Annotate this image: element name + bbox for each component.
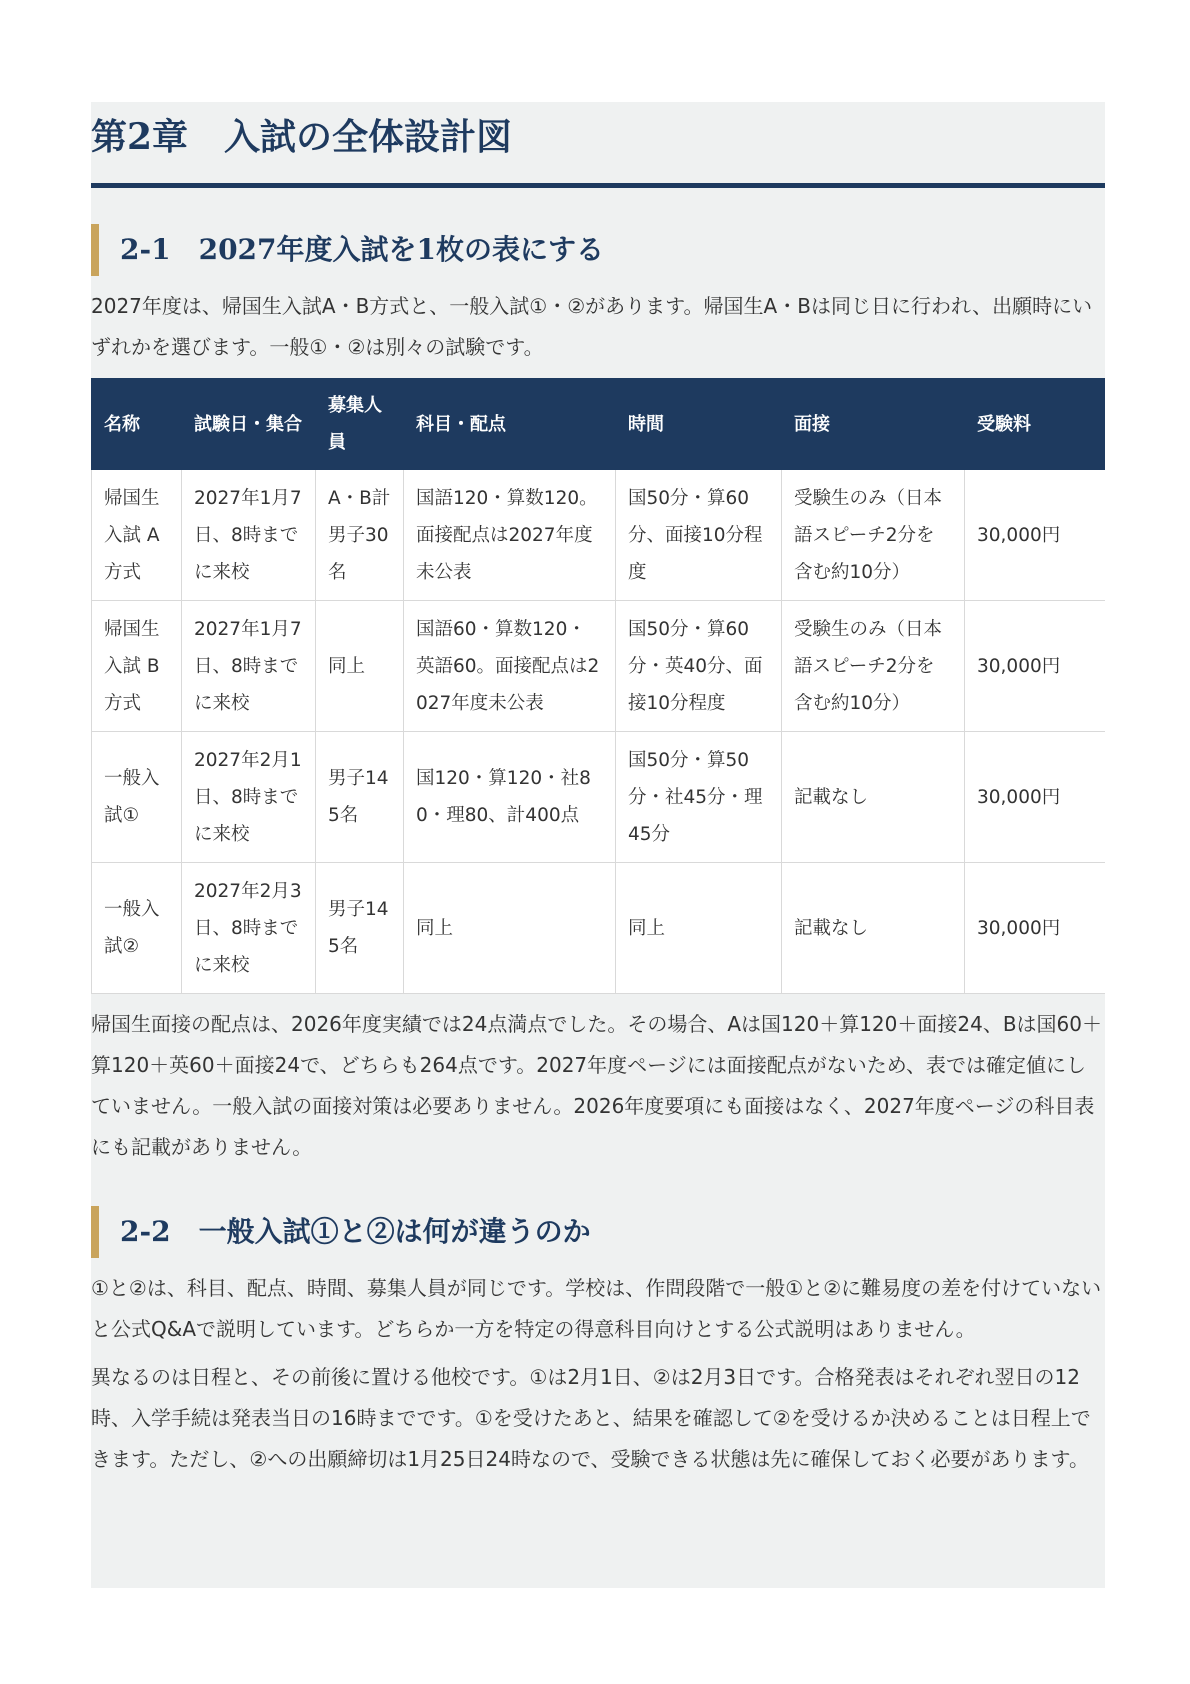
cell-time: 国50分・算50分・社45分・理45分: [616, 732, 782, 863]
section-2-2-paragraph-1: ①と②は、科目、配点、時間、募集人員が同じです。学校は、作問段階で一般①と②に難易度の差を付けていないと公式Q&Aで説明しています。どちらか一方を特定の得意科目向けとする公式説明はありません。: [91, 1276, 1102, 1341]
cell-subjects: 同上: [404, 863, 616, 994]
section-2-2-paragraph-2: 異なるのは日程と、その前後に置ける他校です。①は2月1日、②は2月3日です。合格発表はそれぞれ翌日の12時、入学手続は発表当日の16時までです。①を受けたあと、結果を確認して②を受けるか決めることは日程上できます。ただし、②への出願締切は1月25日24時なので、受験できる状態は先に確保しておく必要があります。: [91, 1365, 1091, 1471]
cell-subjects: 国120・算120・社80・理80、計400点: [404, 732, 616, 863]
table-row: [92, 601, 1106, 732]
cell-subjects: 国語60・算数120・英語60。面接配点は2027年度未公表: [404, 601, 616, 732]
table-header-row: [92, 379, 1106, 470]
cell-capacity: A・B計男子30名: [316, 470, 404, 601]
cell-fee: 30,000円: [965, 601, 1106, 732]
cell-date: 2027年2月1日、8時までに来校: [182, 732, 316, 863]
cell-name: 帰国生入試 A 方式: [92, 470, 182, 601]
cell-capacity: 同上: [316, 601, 404, 732]
table-row: [92, 470, 1106, 601]
cell-capacity: 男子145名: [316, 863, 404, 994]
cell-interview: 受験生のみ（日本語スピーチ2分を含む約10分）: [782, 601, 965, 732]
table-row: [92, 732, 1106, 863]
section-2-1-note: 帰国生面接の配点は、2026年度実績では24点満点でした。その場合、Aは国120＋算120＋面接24、Bは国60＋算120＋英60＋面接24で、どちらも264点です。2027年度ページには面接配点がないため、表では確定値にしていません。一般入試の面接対策は必要ありません。2026年度要項にも面接はなく、2027年度ページの科目表にも記載がありません。: [91, 1012, 1102, 1159]
section-heading-2-2: 2-2 一般入試①と②は何が違うのか: [91, 1206, 1105, 1258]
cell-time: 同上: [616, 863, 782, 994]
cell-time: 国50分・算60分・英40分、面接10分程度: [616, 601, 782, 732]
cell-subjects: 国語120・算数120。面接配点は2027年度未公表: [404, 470, 616, 601]
cell-date: 2027年1月7日、8時までに来校: [182, 470, 316, 601]
col-header-name: 名称: [92, 379, 182, 470]
col-header-time: 時間: [616, 379, 782, 470]
cell-capacity: 男子145名: [316, 732, 404, 863]
table-row: [92, 863, 1106, 994]
cell-name: 一般入試①: [92, 732, 182, 863]
cell-fee: 30,000円: [965, 732, 1106, 863]
cell-interview: 記載なし: [782, 732, 965, 863]
cell-interview: 受験生のみ（日本語スピーチ2分を含む約10分）: [782, 470, 965, 601]
col-header-date: 試験日・集合: [182, 379, 316, 470]
chapter-title: 第2章 入試の全体設計図: [91, 102, 1105, 188]
cell-time: 国50分・算60分、面接10分程度: [616, 470, 782, 601]
cell-fee: 30,000円: [965, 470, 1106, 601]
exam-schedule-table: [91, 378, 1105, 994]
cell-interview: 記載なし: [782, 863, 965, 994]
section-heading-2-1: 2-1 2027年度入試を1枚の表にする: [91, 224, 1105, 276]
col-header-subjects: 科目・配点: [404, 379, 616, 470]
col-header-interview: 面接: [782, 379, 965, 470]
col-header-fee: 受験料: [965, 379, 1106, 470]
cell-date: 2027年2月3日、8時までに来校: [182, 863, 316, 994]
section-2-1-intro: 2027年度は、帰国生入試A・B方式と、一般入試①・②があります。帰国生A・Bは同じ日に行われ、出願時にいずれかを選びます。一般①・②は別々の試験です。: [91, 294, 1093, 359]
document-page: [91, 102, 1105, 1588]
cell-fee: 30,000円: [965, 863, 1106, 994]
cell-name: 帰国生入試 B 方式: [92, 601, 182, 732]
cell-name: 一般入試②: [92, 863, 182, 994]
col-header-capacity: 募集人員: [316, 379, 404, 470]
cell-date: 2027年1月7日、8時までに来校: [182, 601, 316, 732]
